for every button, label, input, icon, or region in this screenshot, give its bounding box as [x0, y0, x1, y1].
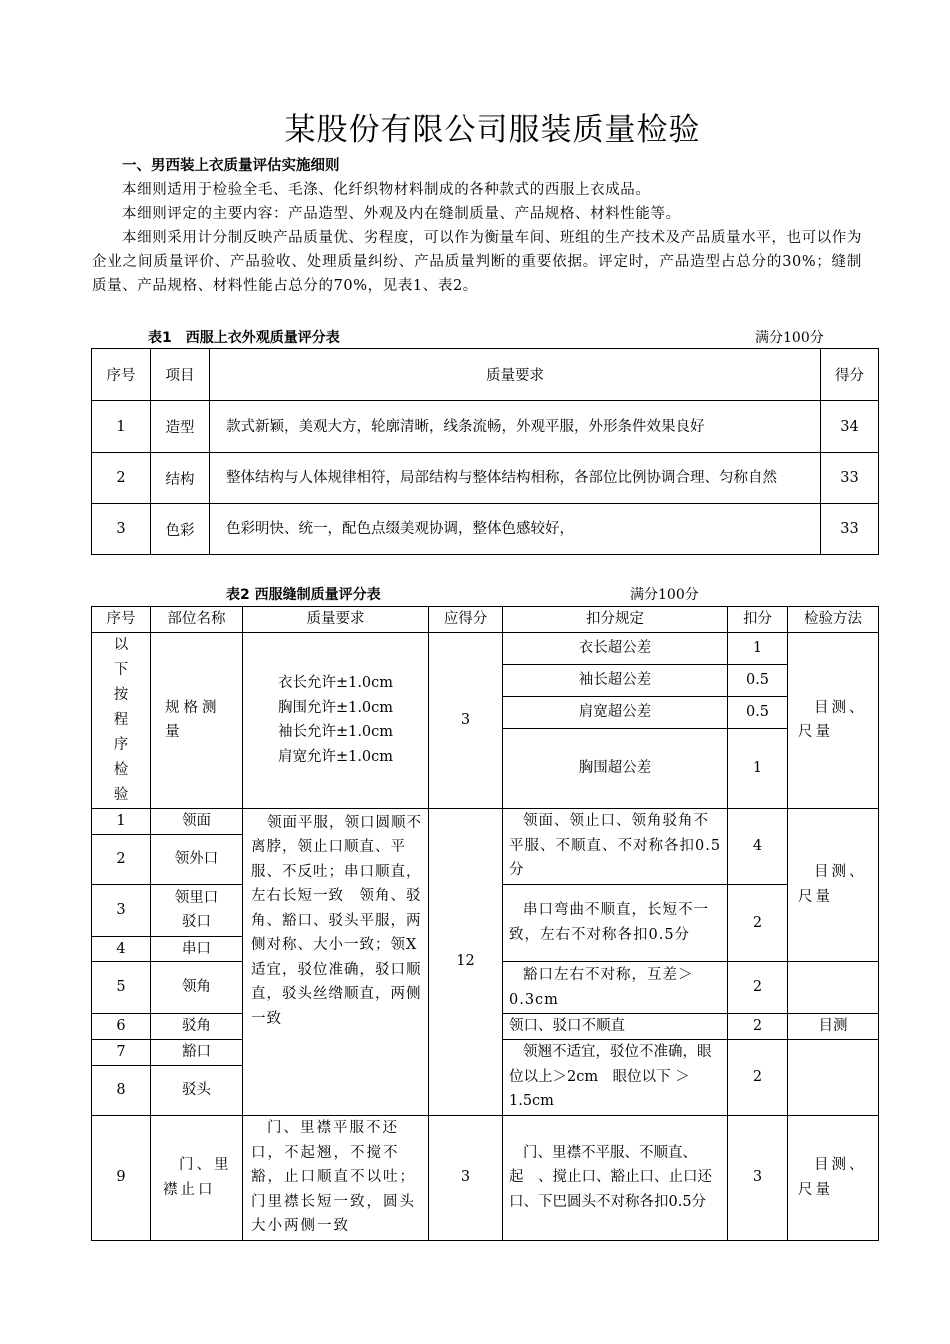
row-number: 3: [92, 884, 151, 936]
header-cell: 部位名称: [151, 607, 243, 633]
header-cell: 应得分: [429, 607, 503, 633]
requirement-text: 整体结构与人体规律相符，局部结构与整体结构相称，各部位比例协调合理、匀称自然: [226, 470, 777, 486]
header-cell: 序号: [92, 607, 151, 633]
part-name: [151, 1115, 243, 1240]
deduction-rule: [503, 808, 728, 884]
score: 33: [821, 504, 879, 555]
deduction-rule: [503, 884, 728, 962]
paragraph-scope: [92, 178, 862, 202]
inspection-method-text: 目测、尺量: [798, 864, 867, 905]
rule-text: 领面、领止口、领角驳角不平服、不顺直、不对称各扣0.5分: [509, 813, 722, 879]
deduction-rule: 肩宽超公差: [503, 696, 728, 728]
deduction: 0.5: [728, 696, 788, 728]
table-row: [92, 632, 879, 664]
deduction-rule: [503, 962, 728, 1014]
full-score: 12: [429, 808, 503, 1115]
paragraph-text: 本细则评定的主要内容：产品造型、外观及内在缝制质量、产品规格、材料性能等。: [122, 206, 681, 222]
deduction: 4: [728, 808, 788, 884]
paragraph-method: [92, 226, 862, 298]
row-number: 6: [92, 1014, 151, 1040]
section-heading: 一、男西装上衣质量评估实施细则: [122, 158, 340, 174]
quality-requirement: 款式新颖，美观大方，轮廓清晰，线条流畅，外观平服，外形条件效果良好: [210, 401, 821, 453]
table-row: [92, 1115, 879, 1240]
header-cell: 项目: [151, 349, 210, 401]
table-header-row: [92, 349, 879, 401]
quality-requirement: [210, 453, 821, 504]
table-row: [92, 401, 879, 453]
deduction: 2: [728, 884, 788, 962]
part-name: 领角: [151, 962, 243, 1014]
inspection-method-text: 目测、尺量: [798, 1157, 867, 1198]
item-name: 结构: [151, 453, 210, 504]
part-name-text: 领里口驳口: [174, 889, 219, 930]
appearance-score-table: [91, 348, 879, 555]
tolerance-line: 衣长允许±1.0cm: [277, 675, 394, 691]
inspection-method-text: 目测、尺量: [798, 699, 867, 740]
deduction-rule: 衣长超公差: [503, 632, 728, 664]
row-number: 9: [92, 1115, 151, 1240]
item-name: 色彩: [151, 504, 210, 555]
part-name: 领外口: [151, 834, 243, 884]
requirement-text: 领面平服，领口圆顺不离脖，领止口顺直、平服、不反吐；串口顺直，左右长短一致 领角、驳角、豁口、驳头平服，两侧对称、大小一致；领X适宜，驳位准确，驳口顺直，驳头丝绺顺直，两侧一致: [251, 814, 422, 1027]
header-cell: 得分: [821, 349, 879, 401]
deduction: 1: [728, 632, 788, 664]
quality-requirement: 色彩明快、统一，配色点缀美观协调，整体色感较好，: [210, 504, 821, 555]
table-row: [92, 808, 879, 834]
deduction-rule: [503, 1039, 728, 1115]
score: 34: [821, 401, 879, 453]
part-name: 驳角: [151, 1014, 243, 1040]
table-row: [92, 504, 879, 555]
row-number: 2: [92, 834, 151, 884]
header-cell: 质量要求: [243, 607, 429, 633]
table-header-row: [92, 607, 879, 633]
header-cell: 扣分: [728, 607, 788, 633]
part-name: 串口: [151, 936, 243, 962]
inspection-method: [788, 1115, 879, 1240]
header-cell: 质量要求: [210, 349, 821, 401]
score: 33: [821, 453, 879, 504]
requirement-text: 门、里襟平服不还口，不起翘，不搅不豁，止口顺直不以吐；门里襟长短一致，圆头大小两侧一致: [251, 1120, 416, 1235]
quality-requirement: [243, 632, 429, 808]
part-name: 驳头: [151, 1065, 243, 1115]
full-score: 3: [429, 1115, 503, 1240]
part-name: [151, 884, 243, 936]
table-row: [92, 453, 879, 504]
header-cell: 扣分规定: [503, 607, 728, 633]
sequence-note: [92, 632, 151, 808]
deduction-rule: 领口、驳口不顺直: [503, 1014, 728, 1040]
part-name: 豁口: [151, 1039, 243, 1065]
deduction: 2: [728, 1039, 788, 1115]
inspection-method-empty: [788, 962, 879, 1014]
document-title: 某股份有限公司服装质量检验: [284, 112, 701, 148]
deduction: 3: [728, 1115, 788, 1240]
quality-requirement: [243, 808, 429, 1115]
tolerance-line: 肩宽允许±1.0cm: [277, 748, 394, 765]
header-cell: 序号: [92, 349, 151, 401]
table1-caption: 表1 西服上衣外观质量评分表: [148, 330, 340, 346]
row-number: 3: [92, 504, 151, 555]
row-number: 5: [92, 962, 151, 1014]
row-number: 1: [92, 401, 151, 453]
quality-requirement: [243, 1115, 429, 1240]
paragraph-text: 本细则适用于检验全毛、毛涤、化纤织物材料制成的各种款式的西服上衣成品。: [122, 182, 651, 198]
part-name-text: 门、里襟止口: [163, 1157, 232, 1198]
deduction-rule: [503, 1115, 728, 1240]
sequence-note-text: 以下按程序检验: [113, 636, 129, 803]
paragraph-text: 本细则采用计分制反映产品质量优、劣程度，可以作为衡量车间、班组的生产技术及产品质量水平，也可以作为企业之间质量评价、产品验收、处理质量纠纷、产品质量判断的重要依据。评定时，产品造型占总分的30%；缝制质量、产品规格、材料性能占总分的70%，见表1、表2。: [92, 230, 862, 294]
part-name: 规格测量: [151, 632, 243, 808]
rule-text: 豁口左右不对称，互差＞0.3cm: [509, 967, 694, 1008]
header-cell: 检验方法: [788, 607, 879, 633]
row-number: 4: [92, 936, 151, 962]
inspection-method: [788, 632, 879, 808]
deduction: 2: [728, 962, 788, 1014]
sewing-quality-table: [91, 606, 879, 1241]
rule-text: 门、里襟不平服、不顺直、起 、搅止口、豁止口、止口还口、下巴圆头不对称各扣0.5分: [509, 1144, 712, 1210]
inspection-method: 目测: [788, 1014, 879, 1040]
row-number: 7: [92, 1039, 151, 1065]
deduction-rule: 袖长超公差: [503, 664, 728, 696]
tolerance-line: 袖长允许±1.0cm: [277, 724, 394, 740]
inspection-method: [788, 808, 879, 962]
row-number: 2: [92, 453, 151, 504]
full-score: 3: [429, 632, 503, 808]
row-number: 1: [92, 808, 151, 834]
table2-caption: 表2 西服缝制质量评分表: [226, 587, 381, 603]
deduction-rule: 胸围超公差: [503, 728, 728, 808]
rule-text: 串口弯曲不顺直，长短不一致，左右不对称各扣0.5分: [509, 902, 709, 943]
inspection-method-empty: [788, 1039, 879, 1115]
item-name: 造型: [151, 401, 210, 453]
table1-full-score: 满分100分: [755, 330, 824, 346]
rule-text: 领翘不适宜，驳位不准确，眼位以上＞2cm 眼位以下 ＞1.5cm: [509, 1044, 712, 1110]
table2-full-score: 满分100分: [630, 587, 699, 603]
row-number: 8: [92, 1065, 151, 1115]
deduction: 2: [728, 1014, 788, 1040]
tolerance-line: 胸围允许±1.0cm: [277, 699, 394, 716]
part-name: 领面: [151, 808, 243, 834]
paragraph-content: [92, 202, 862, 226]
deduction: 0.5: [728, 664, 788, 696]
deduction: 1: [728, 728, 788, 808]
